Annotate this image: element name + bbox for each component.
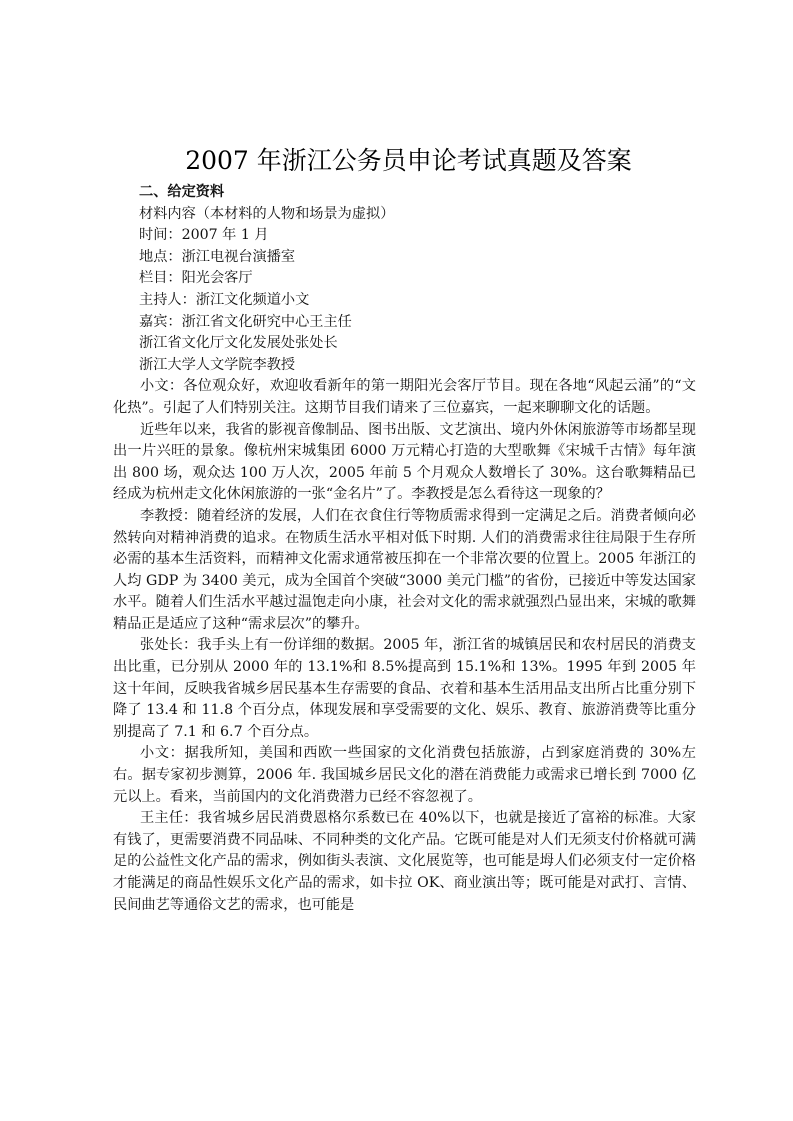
guest-line: 浙江省文化厅文化发展处张处长 <box>139 335 338 352</box>
body-paragraph: 李教授：随着经济的发展，人们在衣食住行等物质需求得到一定满足之后。消费者倾向必然转向对精神消费的追求。在物质生活水平相对低下时期. 人们的消费需求往往局限于生存所必需的基本生活资料，而精神文化需求通常被压抑在一个非常次要的位置上。2005 年浙江的人均 GDP 为 3400 美元，成为全国首个突破“3000 美元门槛”的省份，已接近中等发达国家水平。随着人们生活水平越过温饱走向小康，社会对文化的需求就强烈凸显出来，宋城的歌舞精品正是适应了这种“需求层次”的攀升。 <box>113 507 696 632</box>
material-intro-line: 材料内容（本材料的人物和场景为虚拟） <box>139 205 395 222</box>
body-paragraph: 小文：各位观众好，欢迎收看新年的第一期阳光会客厅节目。现在各地“风起云涌”的“文化热”。引起了人们特别关注。这期节目我们请来了三位嘉宾，一起来聊聊文化的话题。 <box>113 378 696 416</box>
host-line: 主持人：浙江文化频道小文 <box>139 291 310 308</box>
document-title: 2007 年浙江公务员申论考试真题及答案 <box>185 146 632 175</box>
time-line: 时间：2007 年 1 月 <box>139 227 269 244</box>
body-paragraph: 小文：据我所知，美国和西欧一些国家的文化消费包括旅游，占到家庭消费的 30%左右。据专家初步测算，2006 年. 我国城乡居民文化的潜在消费能力或需求已增长到 7000 亿元以上。看来，当前国内的文化消费潜力已经不容忽视了。 <box>113 745 696 805</box>
body-paragraph: 近些年以来，我省的影视音像制品、图书出版、文艺演出、境内外休闲旅游等市场都呈现出一片兴旺的景象。像杭州宋城集团 6000 万元精心打造的大型歌舞《宋城千古情》每年演出 800 场，观众达 100 万人次，2005 年前 5 个月观众人数增长了 30%。这台歌舞精品已经成为杭州走文化休闲旅游的一张“金名片”了。李教授是怎么看待这一现象的？ <box>113 421 696 503</box>
guest-line: 浙江大学人文学院李教授 <box>139 356 296 373</box>
program-line: 栏目：阳光会客厅 <box>139 270 253 287</box>
body-paragraph: 张处长：我手头上有一份详细的数据。2005 年，浙江省的城镇居民和农村居民的消费支出比重，已分别从 2000 年的 13.1%和 8.5%提高到 15.1%和 13%。1995 年到 2005 年这十年间，反映我省城乡居民基本生存需要的食品、衣着和基本生活用品支出所占比重分别下降了 13.4 和 11.8 个百分点，体现发展和享受需要的文化、娱乐、教育、旅游消费等比重分别提高了 7.1 和 6.7 个百分点。 <box>113 637 696 740</box>
section-heading: 二、给定资料 <box>139 184 225 200</box>
body-paragraph: 王主任：我省城乡居民消费恩格尔系数已在 40%以下，也就是接近了富裕的标准。大家有钱了，更需要消费不同品味、不同种类的文化产品。它既可能是对人们无须支付价格就可满足的公益性文化产品的需求，例如街头表演、文化展览等，也可能是坶人们必须支付一定价格才能满足的商品性娱乐文化产品的需求，如卡拉 OK、商业演出等；既可能是对武打、言情、民间曲艺等通俗文艺的需求，也可能是 <box>113 810 696 913</box>
location-line: 地点：浙江电视台演播室 <box>139 248 296 265</box>
guest-line: 嘉宾：浙江省文化研究中心王主任 <box>139 313 352 330</box>
document-body <box>113 140 696 916</box>
